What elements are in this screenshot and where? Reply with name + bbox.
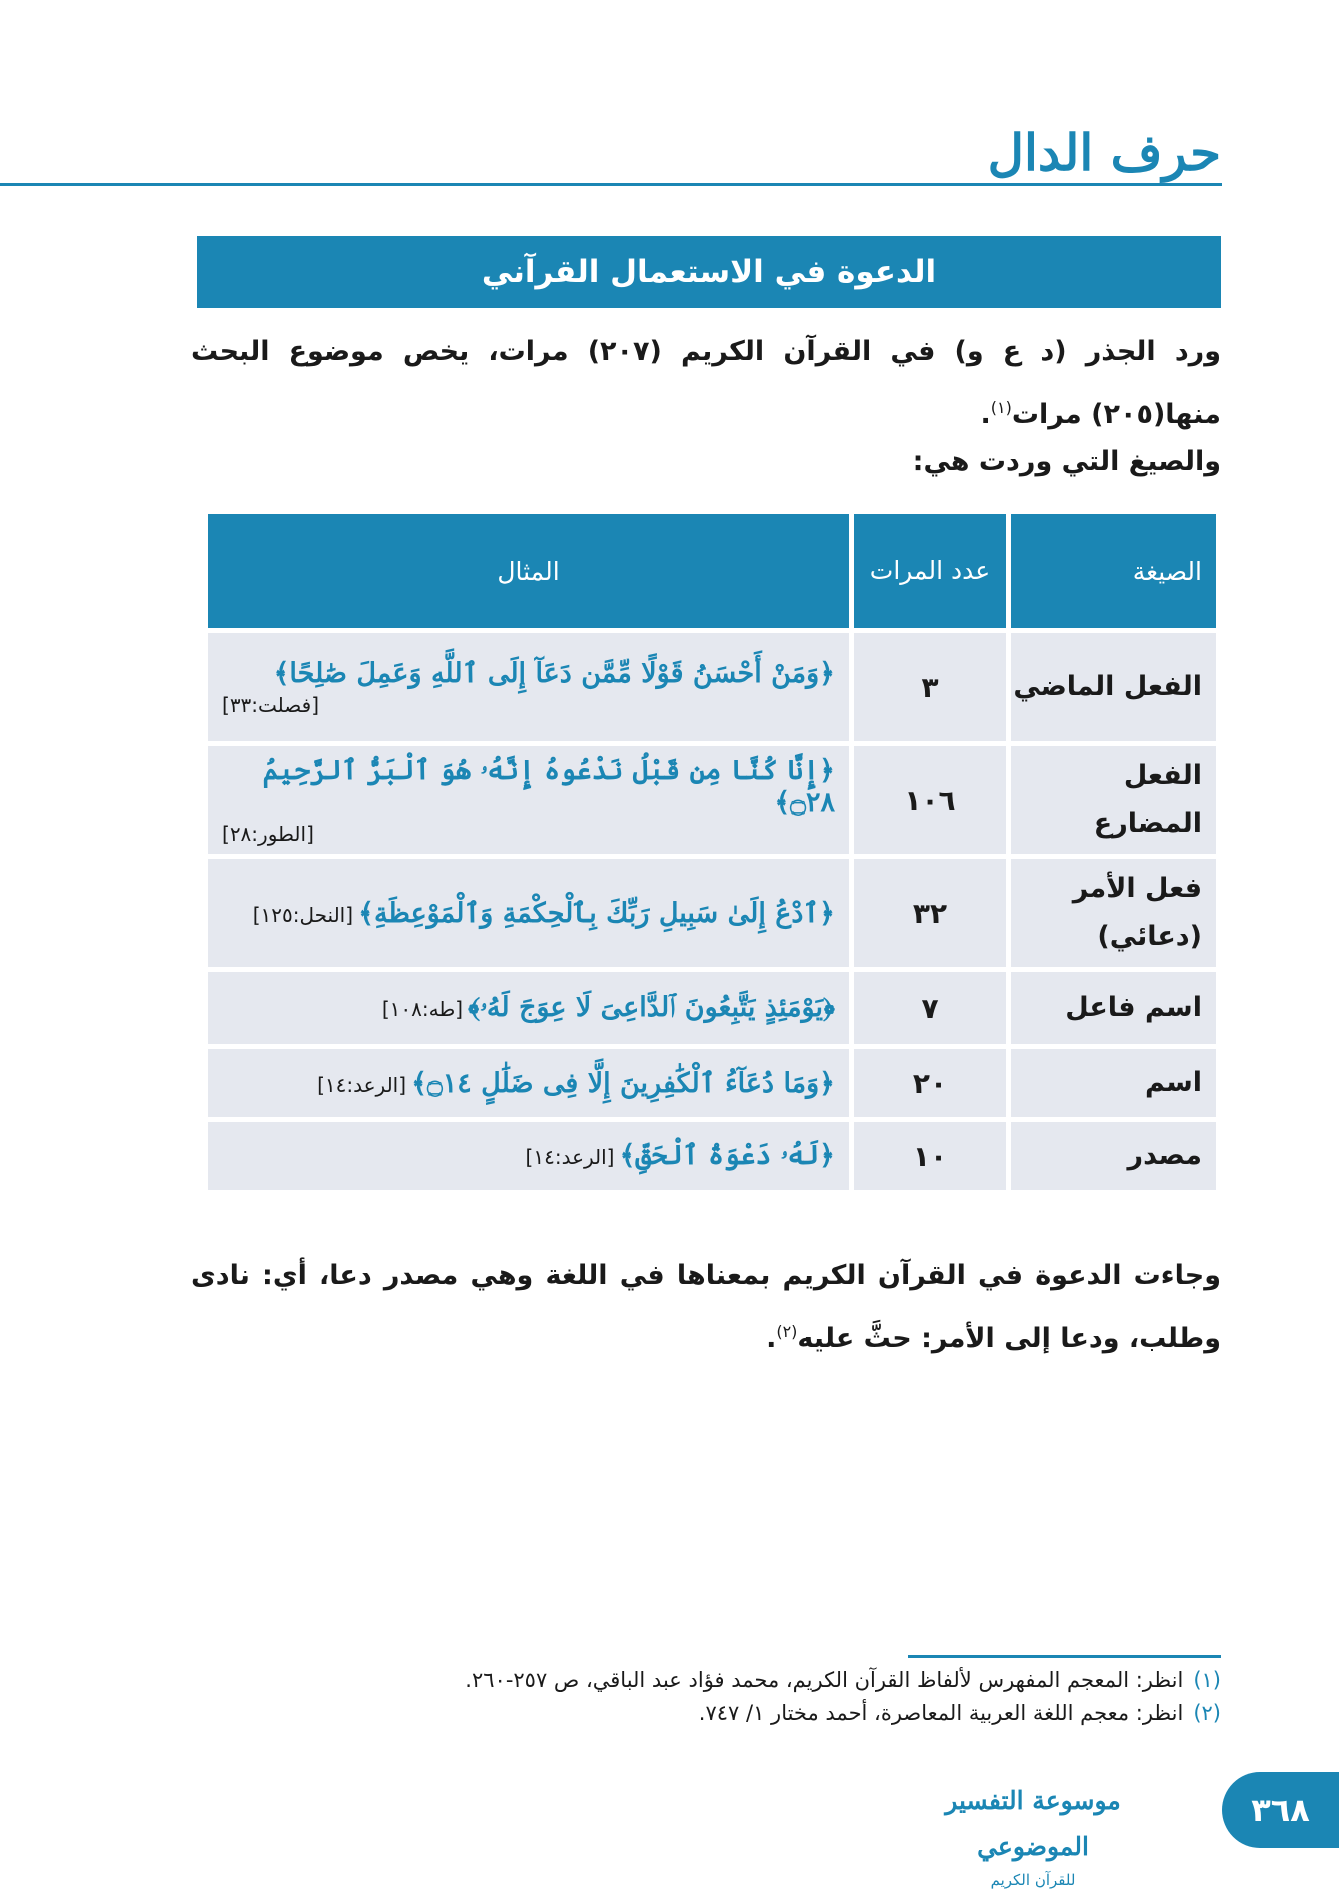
table-row	[208, 859, 1216, 967]
example-cell	[208, 1122, 849, 1190]
example-cell	[208, 972, 849, 1044]
footnote-text: انظر: معجم اللغة العربية المعاصرة، أحمد مختار ١/ ٧٤٧.	[698, 1701, 1184, 1725]
footnote-number: (١)	[1193, 1668, 1221, 1692]
logo-subtitle: للقرآن الكريم	[990, 1871, 1076, 1889]
verse-reference: [الرعد:١٤]	[317, 1072, 407, 1097]
intro-end: .	[980, 399, 991, 430]
footnote-ref-2[interactable]: (٢)	[776, 1322, 798, 1341]
footnote-ref-1[interactable]: (١)	[990, 398, 1012, 417]
closing-end: .	[766, 1323, 777, 1354]
verse-reference: [النحل:١٢٥]	[252, 902, 354, 927]
section-title: الدعوة في الاستعمال القرآني	[197, 236, 1221, 308]
verse-text: ﴿إِنَّا كُنَّا مِن قَبْلُ نَدْعُوهُ إِنَّهُۥ هُوَ ٱلْبَرُّ ٱلرَّحِيمُ ۝٢٨﴾	[262, 754, 835, 818]
verse-reference: [فصلت:٣٣]	[222, 692, 320, 717]
footnote-divider	[908, 1655, 1221, 1658]
count-cell: ٢٠	[854, 1049, 1006, 1117]
example-cell	[208, 1049, 849, 1117]
table-row	[208, 633, 1216, 741]
example-cell	[208, 746, 849, 854]
verse-reference: [الطور:٢٨]	[222, 821, 314, 846]
verse-reference: [طه:١٠٨]	[381, 997, 464, 1021]
header-form: الصيغة	[1011, 514, 1216, 628]
encyclopedia-logo	[898, 1778, 1168, 1889]
header-divider	[0, 183, 1222, 186]
intro-text: ورد الجذر (د ع و) في القرآن الكريم (٢٠٧) مرات، يخص موضوع البحث منها(٢٠٥) مرات	[191, 336, 1221, 430]
example-cell	[208, 859, 849, 967]
footnote-1	[191, 1664, 1221, 1697]
verse-text: ﴿ٱدْعُ إِلَىٰ سَبِيلِ رَبِّكَ بِٱلْحِكْمَةِ وَٱلْمَوْعِظَةِ﴾	[358, 897, 835, 929]
form-cell: الفعل الماضي	[1011, 633, 1216, 741]
header-count: عدد المرات	[854, 514, 1006, 628]
verse-reference: [الرعد:١٤]	[525, 1145, 615, 1169]
logo-title: موسوعة التفسير الموضوعي	[945, 1786, 1121, 1861]
closing-text: وجاءت الدعوة في القرآن الكريم بمعناها في اللغة وهي مصدر دعا، أي: نادى وطلب، ودعا إلى الأمر: حثَّ عليه	[191, 1260, 1221, 1354]
form-cell: اسم فاعل	[1011, 972, 1216, 1044]
table-row	[208, 746, 1216, 854]
intro-paragraph	[191, 324, 1221, 443]
count-cell: ١٠٦	[854, 746, 1006, 854]
table-header-row	[208, 514, 1216, 628]
forms-table	[203, 509, 1221, 1195]
count-cell: ٣٢	[854, 859, 1006, 967]
example-cell	[208, 633, 849, 741]
form-cell: فعل الأمر (دعائي)	[1011, 859, 1216, 967]
closing-paragraph	[191, 1248, 1221, 1367]
count-cell: ٣	[854, 633, 1006, 741]
verse-text: ﴿لَهُۥ دَعْوَةُ ٱلْحَقِّ﴾	[619, 1140, 835, 1171]
table-row	[208, 1122, 1216, 1190]
table-row	[208, 1049, 1216, 1117]
footnotes	[191, 1664, 1221, 1730]
verse-text: ﴿وَمَا دُعَآءُ ٱلْكَٰفِرِينَ إِلَّا فِى ضَلَٰلٍ ۝١٤﴾	[411, 1067, 835, 1099]
footnote-text: انظر: المعجم المفهرس لألفاظ القرآن الكريم، محمد فؤاد عبد الباقي، ص ٢٥٧-٢٦٠.	[465, 1668, 1184, 1692]
form-cell: مصدر	[1011, 1122, 1216, 1190]
forms-intro: والصيغ التي وردت هي:	[912, 446, 1221, 477]
page-number: ٣٦٨	[1222, 1772, 1339, 1848]
table-row	[208, 972, 1216, 1044]
header-example: المثال	[208, 514, 849, 628]
chapter-title: حرف الدال	[987, 123, 1221, 182]
footnote-2	[191, 1697, 1221, 1730]
verse-text: ﴿وَمَنْ أَحْسَنُ قَوْلًا مِّمَّن دَعَآ إِلَى ٱللَّهِ وَعَمِلَ صَٰلِحًا﴾	[273, 657, 835, 689]
count-cell: ١٠	[854, 1122, 1006, 1190]
form-cell: اسم	[1011, 1049, 1216, 1117]
count-cell: ٧	[854, 972, 1006, 1044]
form-cell: الفعل المضارع	[1011, 746, 1216, 854]
verse-text: ﴿يَوْمَئِذٍ يَتَّبِعُونَ ٱلدَّاعِىَ لَا عِوَجَ لَهُۥ﴾	[468, 992, 835, 1023]
footnote-number: (٢)	[1193, 1701, 1221, 1725]
